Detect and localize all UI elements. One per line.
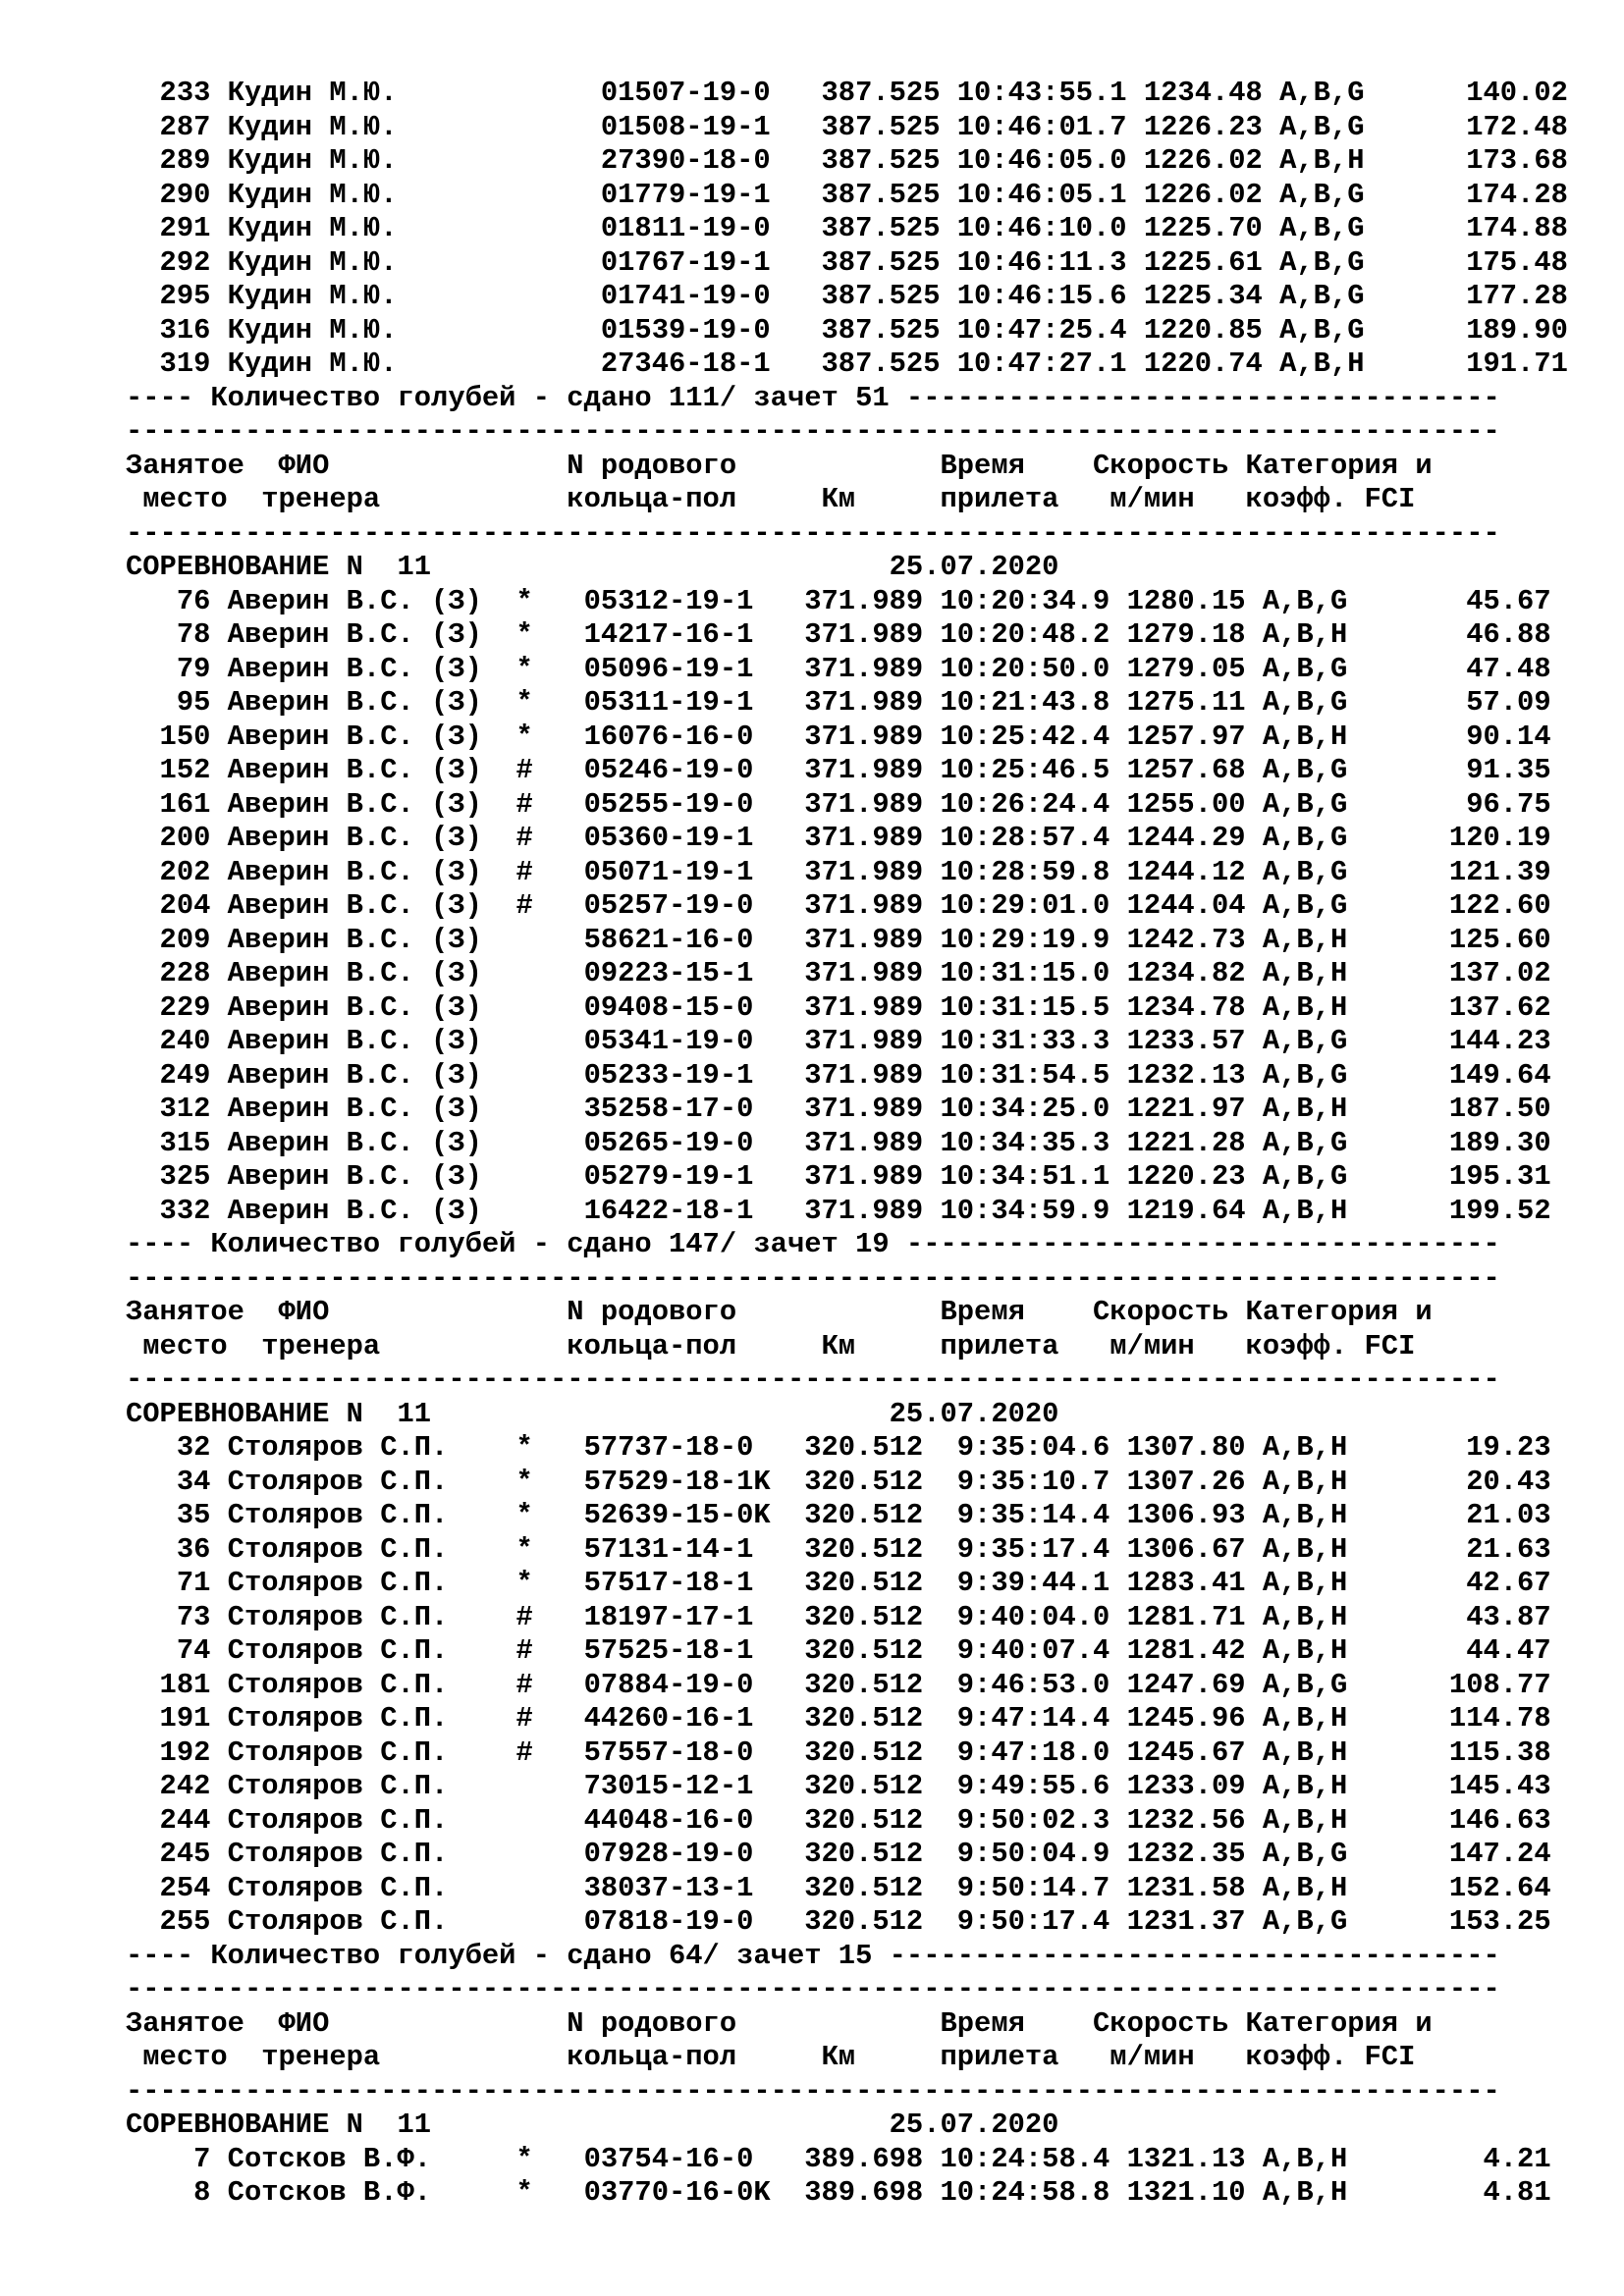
- result-row: 74 Столяров С.П. # 57525-18-1 320.512 9:40:07.4 1281.42 A,B,H 44.47: [126, 1634, 1551, 1667]
- result-row: 161 Аверин В.С. (З) # 05255-19-0 371.989 10:26:24.4 1255.00 A,B,G 96.75: [126, 787, 1551, 821]
- result-row: 315 Аверин В.С. (З) 05265-19-0 371.989 10:34:35.3 1221.28 A,B,G 189.30: [126, 1126, 1551, 1159]
- result-row: 228 Аверин В.С. (З) 09223-15-1 371.989 10:31:15.0 1234.82 A,B,H 137.02: [126, 957, 1551, 989]
- competition-header: СОРЕВНОВАНИЕ N 11 25.07.2020: [126, 2109, 1059, 2141]
- result-row: 290 Кудин М.Ю. 01779-19-1 387.525 10:46:05.1 1226.02 A,B,G 174.28: [126, 178, 1568, 211]
- separator-line: ---------------------------------------------------------------------------------: [126, 1261, 1500, 1295]
- result-row: 312 Аверин В.С. (З) 35258-17-0 371.989 10:34:25.0 1221.97 A,B,H 187.50: [126, 1093, 1551, 1125]
- result-row: 7 Сотсков В.Ф. * 03754-16-0 389.698 10:24:58.4 1321.13 A,B,H 4.21: [126, 2142, 1551, 2175]
- result-row: 192 Столяров С.П. # 57557-18-0 320.512 9:47:18.0 1245.67 A,B,H 115.38: [126, 1735, 1551, 1769]
- result-row: 191 Столяров С.П. # 44260-16-1 320.512 9:47:14.4 1245.96 A,B,H 114.78: [126, 1702, 1551, 1735]
- column-header: Занятое ФИО N родового Время Скорость Категория и: [126, 449, 1433, 482]
- result-row: 291 Кудин М.Ю. 01811-19-0 387.525 10:46:10.0 1225.70 A,B,G 174.88: [126, 212, 1568, 244]
- column-header: место тренера кольца-пол Км прилета м/мин коэфф. FCI: [126, 2041, 1416, 2073]
- competition-header: СОРЕВНОВАНИЕ N 11 25.07.2020: [126, 1397, 1059, 1430]
- separator-line: ---------------------------------------------------------------------------------: [126, 2074, 1500, 2108]
- column-header: место тренера кольца-пол Км прилета м/мин коэфф. FCI: [126, 483, 1416, 515]
- result-row: 202 Аверин В.С. (З) # 05071-19-1 371.989 10:28:59.8 1244.12 A,B,G 121.39: [126, 855, 1551, 888]
- result-row: 204 Аверин В.С. (З) # 05257-19-0 371.989 10:29:01.0 1244.04 A,B,G 122.60: [126, 889, 1551, 922]
- result-row: 233 Кудин М.Ю. 01507-19-0 387.525 10:43:55.1 1234.48 A,B,G 140.02: [126, 77, 1568, 109]
- result-row: 152 Аверин В.С. (З) # 05246-19-0 371.989 10:25:46.5 1257.68 A,B,G 91.35: [126, 754, 1551, 786]
- column-header: место тренера кольца-пол Км прилета м/мин коэфф. FCI: [126, 1329, 1416, 1362]
- result-row: 73 Столяров С.П. # 18197-17-1 320.512 9:40:04.0 1281.71 A,B,H 43.87: [126, 1600, 1551, 1633]
- result-row: 316 Кудин М.Ю. 01539-19-0 387.525 10:47:25.4 1220.85 A,B,G 189.90: [126, 313, 1568, 347]
- result-row: 32 Столяров С.П. * 57737-18-0 320.512 9:35:04.6 1307.80 A,B,H 19.23: [126, 1431, 1551, 1464]
- result-row: 249 Аверин В.С. (З) 05233-19-1 371.989 10:31:54.5 1232.13 A,B,G 149.64: [126, 1058, 1551, 1092]
- column-header: Занятое ФИО N родового Время Скорость Категория и: [126, 1296, 1433, 1328]
- result-row: 332 Аверин В.С. (З) 16422-18-1 371.989 10:34:59.9 1219.64 A,B,H 199.52: [126, 1194, 1551, 1227]
- separator-line: ---------------------------------------------------------------------------------: [126, 516, 1500, 550]
- result-row: 181 Столяров С.П. # 07884-19-0 320.512 9:46:53.0 1247.69 A,B,G 108.77: [126, 1668, 1551, 1701]
- result-row: 245 Столяров С.П. 07928-19-0 320.512 9:50:04.9 1232.35 A,B,G 147.24: [126, 1838, 1551, 1870]
- result-row: 78 Аверин В.С. (З) * 14217-16-1 371.989 10:20:48.2 1279.18 A,B,H 46.88: [126, 618, 1551, 651]
- summary-line: ---- Количество голубей - сдано 147/ зачет 19 -----------------------------------: [126, 1228, 1500, 1260]
- result-row: 255 Столяров С.П. 07818-19-0 320.512 9:50:17.4 1231.37 A,B,G 153.25: [126, 1905, 1551, 1938]
- result-row: 254 Столяров С.П. 38037-13-1 320.512 9:50:14.7 1231.58 A,B,H 152.64: [126, 1871, 1551, 1904]
- result-row: 244 Столяров С.П. 44048-16-0 320.512 9:50:02.3 1232.56 A,B,H 146.63: [126, 1803, 1551, 1837]
- result-row: 325 Аверин В.С. (З) 05279-19-1 371.989 10:34:51.1 1220.23 A,B,G 195.31: [126, 1160, 1551, 1193]
- result-row: 240 Аверин В.С. (З) 05341-19-0 371.989 10:31:33.3 1233.57 A,B,G 144.23: [126, 1025, 1551, 1057]
- separator-line: ---------------------------------------------------------------------------------: [126, 1363, 1500, 1396]
- result-row: 295 Кудин М.Ю. 01741-19-0 387.525 10:46:15.6 1225.34 A,B,G 177.28: [126, 280, 1568, 312]
- result-row: 35 Столяров С.П. * 52639-15-0K 320.512 9:35:14.4 1306.93 A,B,H 21.03: [126, 1499, 1551, 1531]
- competition-header: СОРЕВНОВАНИЕ N 11 25.07.2020: [126, 551, 1059, 583]
- result-row: 319 Кудин М.Ю. 27346-18-1 387.525 10:47:27.1 1220.74 A,B,H 191.71: [126, 347, 1568, 380]
- result-row: 287 Кудин М.Ю. 01508-19-1 387.525 10:46:01.7 1226.23 A,B,G 172.48: [126, 110, 1568, 143]
- result-row: 150 Аверин В.С. (З) * 16076-16-0 371.989 10:25:42.4 1257.97 A,B,H 90.14: [126, 720, 1551, 753]
- separator-line: ---------------------------------------------------------------------------------: [126, 1973, 1500, 2005]
- result-row: 95 Аверин В.С. (З) * 05311-19-1 371.989 10:21:43.8 1275.11 A,B,G 57.09: [126, 686, 1551, 719]
- result-row: 229 Аверин В.С. (З) 09408-15-0 371.989 10:31:15.5 1234.78 A,B,H 137.62: [126, 990, 1551, 1024]
- result-row: 209 Аверин В.С. (З) 58621-16-0 371.989 10:29:19.9 1242.73 A,B,H 125.60: [126, 923, 1551, 956]
- result-row: 8 Сотсков В.Ф. * 03770-16-0K 389.698 10:24:58.8 1321.10 A,B,H 4.81: [126, 2176, 1551, 2209]
- result-row: 289 Кудин М.Ю. 27390-18-0 387.525 10:46:05.0 1226.02 A,B,H 173.68: [126, 144, 1568, 177]
- separator-line: ---------------------------------------------------------------------------------: [126, 415, 1500, 448]
- result-row: 200 Аверин В.С. (З) # 05360-19-1 371.989 10:28:57.4 1244.29 A,B,G 120.19: [126, 822, 1551, 854]
- column-header: Занятое ФИО N родового Время Скорость Категория и: [126, 2006, 1433, 2040]
- result-row: 79 Аверин В.С. (З) * 05096-19-1 371.989 10:20:50.0 1279.05 A,B,G 47.48: [126, 652, 1551, 685]
- results-document: [126, 77, 1568, 2211]
- summary-line: ---- Количество голубей - сдано 111/ зачет 51 -----------------------------------: [126, 381, 1500, 414]
- result-row: 76 Аверин В.С. (З) * 05312-19-1 371.989 10:20:34.9 1280.15 A,B,G 45.67: [126, 584, 1551, 617]
- result-row: 36 Столяров С.П. * 57131-14-1 320.512 9:35:17.4 1306.67 A,B,H 21.63: [126, 1532, 1551, 1566]
- result-row: 242 Столяров С.П. 73015-12-1 320.512 9:49:55.6 1233.09 A,B,H 145.43: [126, 1770, 1551, 1802]
- result-row: 34 Столяров С.П. * 57529-18-1K 320.512 9:35:10.7 1307.26 A,B,H 20.43: [126, 1465, 1551, 1498]
- summary-line: ---- Количество голубей - сдано 64/ зачет 15 ------------------------------------: [126, 1939, 1500, 1972]
- result-row: 292 Кудин М.Ю. 01767-19-1 387.525 10:46:11.3 1225.61 A,B,G 175.48: [126, 245, 1568, 279]
- result-row: 71 Столяров С.П. * 57517-18-1 320.512 9:39:44.1 1283.41 A,B,H 42.67: [126, 1567, 1551, 1599]
